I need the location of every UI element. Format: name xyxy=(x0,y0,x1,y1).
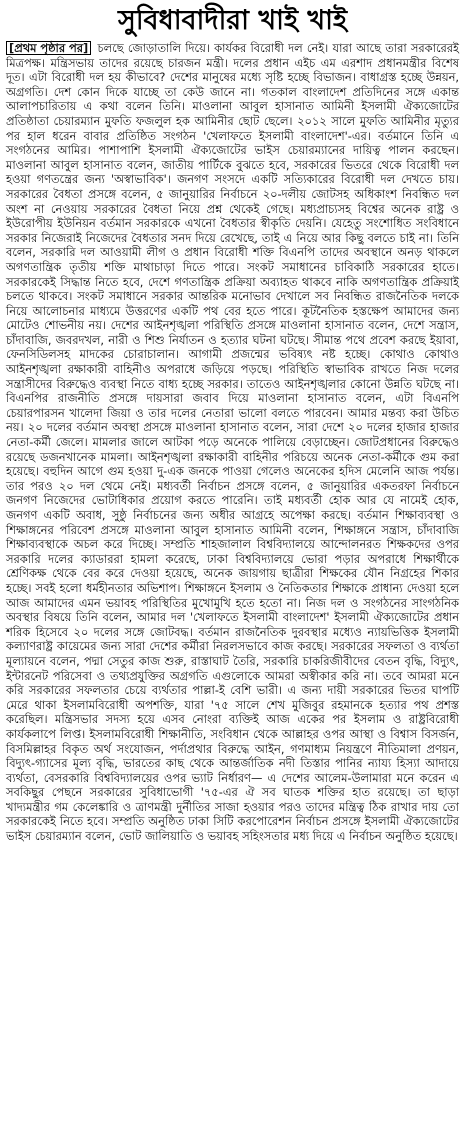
article-headline: সুবিধাবাদীরা খাই খাই xyxy=(117,5,347,36)
article-body xyxy=(6,41,459,844)
article-body-text: চলছে জোড়াতালি দিয়ে। কার্যকর বিরোধী দল নেই। যারা আছে তারা সরকারেরই মিত্রপক্ষ। মন্ত্রিসভায় তাদের রয়েছে চারজন মন্ত্রী। দলের প্রধান এইচ এম এরশাদ প্রধানমন্ত্রীর বিশেষ দূত। এটা বিরোধী দল হয় কীভাবে? দেশের মানুষের মধ্যে সৃষ্টি হচ্ছে বিভাজন। বাধাগ্রস্ত হচ্ছে উন্নয়ন, অগ্রগতি। দেশ কোন দিকে যাচ্ছে তা কেউ জানে না। গতকাল বাংলাদেশ প্রতিদিনের সঙ্গে একান্ত আলাপচারিতায় এ কথা বলেন তিনি। মাওলানা আবুল হাসানাত আমিনী ইসলামী ঐক্যজোটের প্রতিষ্ঠাতা চেয়ারম্যান মুফতি ফজলুল হক আমিনীর ছোট ছেলে। ২০১২ সালে মুফতি আমিনীর মৃত্যুর পর হাল ধরেন বাবার প্রতিষ্ঠিত সংগঠন 'খেলাফতে ইসলামী বাংলাদেশ'-এর। বর্তমানে তিনি এ সংগঠনের আমির। পাশাপাশি ইসলামী ঐক্যজোটের ভাইস চেয়ারম্যানের দায়িত্ব পালন করছেন। মাওলানা আবুল হাসানাত বলেন, জাতীয় পার্টিকে বুঝতে হবে, সরকারের ভিতরে থেকে বিরোধী দল হওয়া গণতন্ত্রের জন্য 'অস্বাভাবিক'। জনগণ সংসদে একটি সত্যিকারের বিরোধী দল দেখতে চায়। সরকারের বৈধতা প্রসঙ্গে বলেন, ৫ জানুয়ারির নির্বাচনে ২০-দলীয় জোটসহ অধিকাংশ নিবন্ধিত দল অংশ না নেওয়ায় সরকারের বৈধতা নিয়ে প্রশ্ন থেকেই গেছে। মধ্যপ্রাচ্যসহ বিশ্বের অনেক রাষ্ট্র ও ইউরোপীয় ইউনিয়ন বর্তমান সরকারকে এখনো বৈধতার স্বীকৃতি দেয়নি। যেহেতু সংশোধিত সংবিধানে সরকার নিজেরাই নিজেদের বৈধতার সনদ দিয়ে রেখেছে, তাই এ নিয়ে আর কিছু বলতে চাই না। তিনি বলেন, সরকারি দল আওয়ামী লীগ ও প্রধান বিরোধী শক্তি বিএনপি তাদের অবস্থানে অনড় থাকলে অগণতান্ত্রিক তৃতীয় শক্তি মাথাচাড়া দিতে পারে। সংকট সমাধানের চাবিকাঠি সরকারের হাতে। সরকারকেই সিদ্ধান্ত নিতে হবে, দেশে গণতান্ত্রিক প্রক্রিয়া অব্যাহত থাকবে নাকি অগণতান্ত্রিক প্রক্রিয়াই চলতে থাকবে। সংকট সমাধানে সরকার আন্তরিক মনোভাব দেখালে সব নিবন্ধিত রাজনৈতিক দলকে নিয়ে আলোচনার মাধ্যমে উত্তরণের একটি পথ বের হতে পারে। কূটনৈতিক হস্তক্ষেপ আমাদের জন্য মোটেও শোভনীয় নয়। দেশের আইনশৃঙ্খলা পরিস্থিতি প্রসঙ্গে মাওলানা হাসানাত বলেন, দেশে সন্ত্রাস, চাঁদাবাজি, জবরদখল, নারী ও শিশু নির্যাতন ও হত্যার ঘটনা ঘটছে। সীমান্ত পথে প্রবেশ করছে ইয়াবা, ফেনসিডিলসহ মাদকের চোরাচালান। আগামী প্রজন্মের ভবিষ্যৎ নষ্ট হচ্ছে। কোথাও কোথাও আইনশৃঙ্খলা রক্ষাকারী বাহিনীও অপরাধে জড়িয়ে পড়ছে। পরিস্থিতি স্বাভাবিক রাখতে নিজ দলের সন্ত্রাসীদের বিরুদ্ধেও ব্যবস্থা নিতে বাধ্য হচ্ছে সরকার। তাতেও আইনশৃঙ্খলার কোনো উন্নতি ঘটছে না। বিএনপির রাজনীতি প্রসঙ্গে দায়সারা জবাব দিয়ে মাওলানা হাসানাত বলেন, এটা বিএনপি চেয়ারপারসন খালেদা জিয়া ও তার দলের নেতারা ভালো বলতে পারবেন। আমার মন্তব্য করা উচিত নয়। ২০ দলের বর্তমান অবস্থা প্রসঙ্গে মাওলানা হাসানাত বলেন, সারা দেশে ২০ দলের হাজার হাজার নেতা-কর্মী জেলে। মামলার জালে আটকা পড়ে অনেকে পালিয়ে বেড়াচ্ছেন। জোটপ্রধানের বিরুদ্ধেও রয়েছে ডজনখানেক মামলা। আইনশৃঙ্খলা রক্ষাকারী বাহিনীর পরিচয়ে অনেক নেতা-কর্মীকে গুম করা হয়েছে। বহুদিন আগে গুম হওয়া দু-এক জনকে পাওয়া গেলেও অনেকের হদিস মেলেনি আজ পর্যন্ত। তার পরও ২০ দল থেমে নেই। মধ্যবর্তী নির্বাচন প্রসঙ্গে বলেন, ৫ জানুয়ারির একতরফা নির্বাচনে জনগণ নিজেদের ভোটাধিকার প্রয়োগ করতে পারেনি। তাই মধ্যবর্তী হোক আর যে নামেই হোক, জনগণ একটি অবাধ, সুষ্ঠু নির্বাচনের জন্য অধীর আগ্রহে অপেক্ষা করছে। বর্তমান শিক্ষাব্যবস্থা ও শিক্ষাঙ্গনের পরিবেশ প্রসঙ্গে মাওলানা আবুল হাসানাত আমিনী বলেন, শিক্ষাঙ্গনে সন্ত্রাস, চাঁদাবাজি শিক্ষাব্যবস্থাকে অচল করে দিচ্ছে। সম্প্রতি শাহজালাল বিশ্ববিদ্যালয়ে আন্দোলনরত শিক্ষকদের ওপর সরকারি দলের ক্যাডাররা হামলা করেছে, ঢাকা বিশ্ববিদ্যালয়ে ভোরা পড়ার অপরাধে শিক্ষার্থীকে শ্রেণিকক্ষ থেকে বের করে দেওয়া হয়েছে, অনেক জায়গায় ছাত্রীরা শিক্ষকের যৌন নিগ্রহের শিকার হচ্ছে। সবই হলো ধর্মহীনতার অভিশাপ। শিক্ষাঙ্গনে ইসলাম ও নৈতিকতার শিক্ষাকে প্রাধান্য দেওয়া হলে আজ আমাদের এমন ভয়াবহ পরিস্থিতির মুখোমুখি হতে হতো না। নিজ দল ও সংগঠনের সাংগঠনিক অবস্থার বিষয়ে তিনি বলেন, আমার দল 'খেলাফতে ইসলামী বাংলাদেশ' ইসলামী ঐক্যজোটের প্রধান শরিক হিসেবে ২০ দলের সঙ্গে জোটবদ্ধ। বর্তমান রাজনৈতিক দুরবস্থার মধ্যেও ন্যায়ভিত্তিক ইসলামী কল্যাণরাষ্ট্র কায়েমের জন্য সারা দেশের কর্মীরা নিরলসভাবে কাজ করছে। সরকারের সফলতা ও ব্যর্থতা মূল্যায়নে বলেন, পদ্মা সেতুর কাজ শুরু, রাস্তাঘাট তৈরি, সরকারি চাকরিজীবীদের বেতন বৃদ্ধি, বিদ্যুৎ, ইন্টারনেট পরিসেবা ও তথ্যপ্রযুক্তির অগ্রগতি এগুলোকে আমরা অস্বীকার করি না। তবে আমরা মনে করি সরকারের সফলতার চেয়ে ব্যর্থতার পাল্লা-ই বেশি ভারী। এ জন্য দায়ী সরকারের ভিতর ঘাপটি মেরে থাকা ইসলামবিরোধী অপশক্তি, যারা '৭৫ সালে শেখ মুজিবুর রহমানকে হত্যার পথ প্রশস্ত করেছিল। মন্ত্রিসভার সদস্য হয়ে এসব নোংরা ব্যক্তিই আজ একের পর ইসলাম ও রাষ্ট্রবিরোধী কার্যকলাপে লিপ্ত। ইসলামবিরোধী শিক্ষানীতি, সংবিধান থেকে আল্লাহর ওপর আস্থা ও বিশ্বাস বিসর্জন, বিসমিল্লাহর বিকৃত অর্থ সংযোজন, পর্দাপ্রথার বিরুদ্ধে আইন, গণমাধ্যম নিয়ন্ত্রণে নীতিমালা প্রণয়ন, বিদ্যুৎ-গ্যাসের মূল্য বৃদ্ধি, ভারতের কাছ থেকে আন্তর্জাতিক নদী তিস্তার পানির ন্যায্য হিস্যা আদায়ে ব্যর্থতা, বেসরকারি বিশ্ববিদ্যালয়ের ওপর ভ্যাট নির্ধারণ— এ দেশের আলেম-উলামারা মনে করেন এ সবকিছুর পেছনে সরকারের সুবিধাভোগী '৭৫-এর ঐ সব ঘাতক শক্তির হাত রয়েছে। তা ছাড়া খাদ্যমন্ত্রীর গম কেলেঙ্কারি ও ত্রাণমন্ত্রী দুর্নীতির সাজা হওয়ার পরও তাদের মন্ত্রিত্ব ঠিক রাখার দায় তো সরকারকেই নিতে হবে। সম্প্রতি অনুষ্ঠিত ঢাকা সিটি করপোরেশন নির্বাচন প্রসঙ্গে ইসলামী ঐক্যজোটের ভাইস চেয়ারম্যান বলেন, ভোট জালিয়াতি ও ভয়াবহ সহিংসতার মধ্য দিয়ে এ নির্বাচন অনুষ্ঠিত হয়েছে। xyxy=(6,41,459,844)
continuation-label: [প্রথম পৃষ্ঠার পর] xyxy=(6,41,91,55)
